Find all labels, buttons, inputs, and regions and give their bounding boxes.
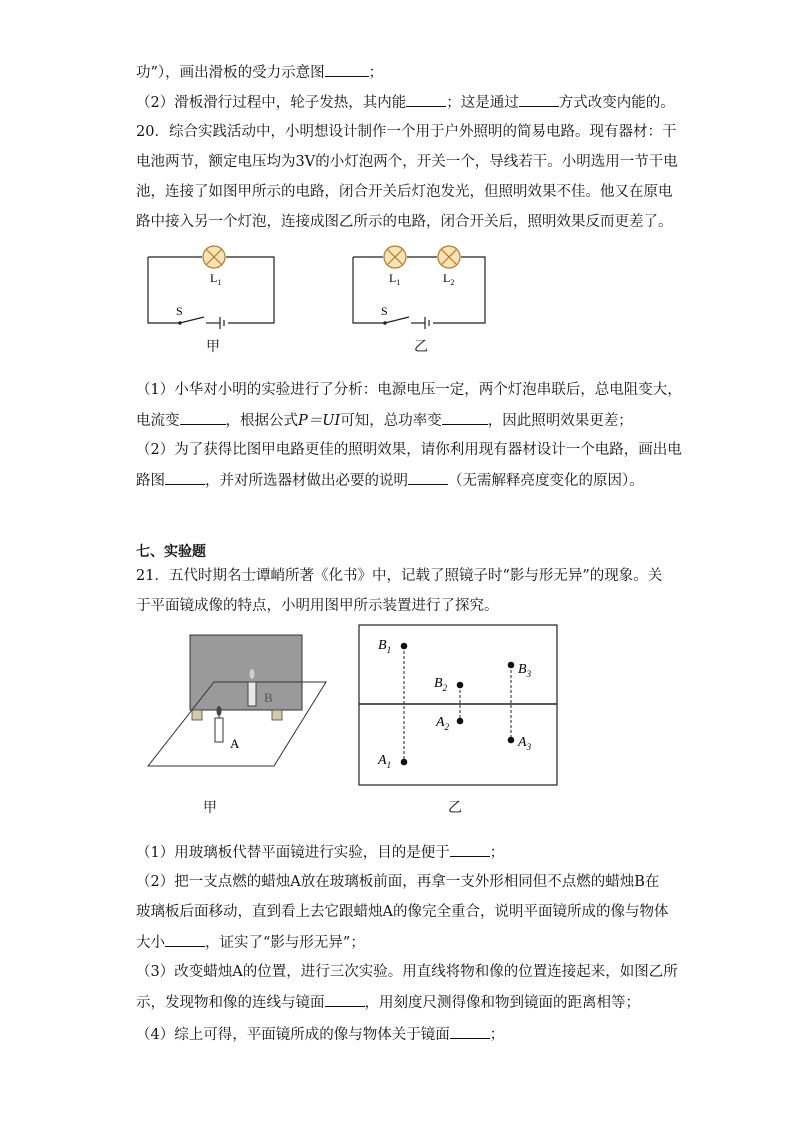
q21-line2: 于平面镜成像的特点，小明用图甲所示装置进行了探究。 <box>136 598 499 614</box>
q21-part2-line1: （2）把一支点燃的蜡烛A放在玻璃板前面，再拿一支外形相同但不点燃的蜡烛B在 <box>136 874 660 890</box>
figure-caption-a: 甲 <box>206 339 220 355</box>
candle-b-label: B <box>264 690 273 705</box>
q21-part3-line2 <box>136 992 640 1013</box>
q20-line3: 池，连接了如图甲所示的电路，闭合开关后灯泡发光，但照明效果不佳。他又在原电 <box>136 184 673 200</box>
answer-blank[interactable] <box>519 92 559 107</box>
text-b: ； <box>489 1027 505 1043</box>
point-a1-label: $A_1$ <box>378 753 392 770</box>
lamp-l2-label: $L_2$ <box>443 271 455 287</box>
point-a2-label: $A_2$ <box>436 715 450 732</box>
switch-s-label: S <box>176 304 183 318</box>
text-a: （4）综上可得，平面镜所成的像与物体关于镜面 <box>136 1027 450 1043</box>
text-a: 大小 <box>136 935 165 951</box>
answer-blank[interactable] <box>325 992 365 1007</box>
switch-s-label: S <box>381 304 388 318</box>
answer-blank[interactable] <box>442 410 488 425</box>
q19-part2-text-a: （2）滑板滑行过程中，轮子发热，其内能 <box>136 95 407 111</box>
text-a: （1）用玻璃板代替平面镜进行实验，目的是便于 <box>136 845 450 861</box>
point-a3-label: $A_3$ <box>518 735 532 752</box>
q20-part1-line2 <box>136 410 633 431</box>
text-d: ，因此照明效果更差； <box>487 413 633 429</box>
circuit-diagram-a <box>140 240 300 360</box>
q20-line2: 电池两节，额定电压均为3V的小灯泡两个，开关一个，导线若干。小明选用一节干电 <box>136 154 678 170</box>
text-b: ，用刻度尺测得像和物到镜面的距离相等； <box>364 995 640 1011</box>
q19-line1 <box>136 62 383 83</box>
lamp-l1-label: $L_1$ <box>389 271 401 287</box>
q20-part2-line2 <box>136 470 644 491</box>
q21-line1: 21．五代时期名士谭峭所著《化书》中，记载了照镜子时“影与形无异”的现象。关 <box>136 568 663 584</box>
answer-blank[interactable] <box>180 410 226 425</box>
answer-blank[interactable] <box>408 470 448 485</box>
text-c: 可知，总功率变 <box>340 413 442 429</box>
text-c: （无需解释亮度变化的原因）。 <box>448 473 644 489</box>
q21-part2-line2: 玻璃板后面移动，直到看上去它跟蜡烛A的像完全重合，说明平面镜所成的像与物体 <box>136 904 669 920</box>
point-b1-label: $B_1$ <box>378 638 392 655</box>
q19-line1-text: 功”），画出滑板的受力示意图 <box>136 65 325 81</box>
answer-blank[interactable] <box>325 62 369 77</box>
q21-part1 <box>136 842 504 863</box>
q20-part2-line1: （2）为了获得比图甲电路更佳的照明效果，请你利用现有器材设计一个电路，画出电 <box>136 442 682 458</box>
q19-part2-text-c: 方式改变内能的。 <box>558 95 675 111</box>
point-b3-label: $B_3$ <box>518 662 532 679</box>
mirror-apparatus-figure <box>144 630 334 770</box>
q21-part2-line3 <box>136 932 365 953</box>
text-b: ； <box>489 845 505 861</box>
text-b: ，证实了“影与形无异”； <box>205 935 365 951</box>
section-title: 七、实验题 <box>136 544 206 560</box>
text-a: 示，发现物和像的连线与镜面 <box>136 995 325 1011</box>
answer-blank[interactable] <box>450 1024 490 1039</box>
formula: P＝UI <box>298 413 341 429</box>
figure-caption-a: 甲 <box>203 800 217 816</box>
q19-part2-text-b: ；这是通过 <box>446 95 519 111</box>
figure-caption-b: 乙 <box>414 339 428 355</box>
answer-blank[interactable] <box>406 92 446 107</box>
candle-a-label: A <box>230 736 240 751</box>
q19-part2 <box>136 92 675 113</box>
image-points-figure <box>358 624 558 786</box>
q20-part1-line1: （1）小华对小明的实验进行了分析：电源电压一定，两个灯泡串联后，总电阻变大， <box>136 382 682 398</box>
q19-line1-end: ； <box>368 65 384 81</box>
answer-blank[interactable] <box>450 842 490 857</box>
text-a: 电流变 <box>136 413 180 429</box>
text-a: 路图 <box>136 473 165 489</box>
lamp-l1-label: $L_1$ <box>210 271 222 287</box>
text-b: ，并对所选器材做出必要的说明 <box>205 473 408 489</box>
figure-caption-b: 乙 <box>448 800 462 816</box>
answer-blank[interactable] <box>165 932 205 947</box>
q20-line1: 20．综合实践活动中，小明想设计制作一个用于户外照明的简易电路。现有器材：干 <box>136 124 677 140</box>
text-b: ，根据公式 <box>225 413 298 429</box>
answer-blank[interactable] <box>165 470 205 485</box>
q21-part4 <box>136 1024 504 1045</box>
point-b2-label: $B_2$ <box>434 676 448 693</box>
q21-part3-line1: （3）改变蜡烛A的位置，进行三次实验。用直线将物和像的位置连接起来，如图乙所 <box>136 964 678 980</box>
q20-line4: 路中接入另一个灯泡，连接成图乙所示的电路，闭合开关后，照明效果反而更差了。 <box>136 214 673 230</box>
